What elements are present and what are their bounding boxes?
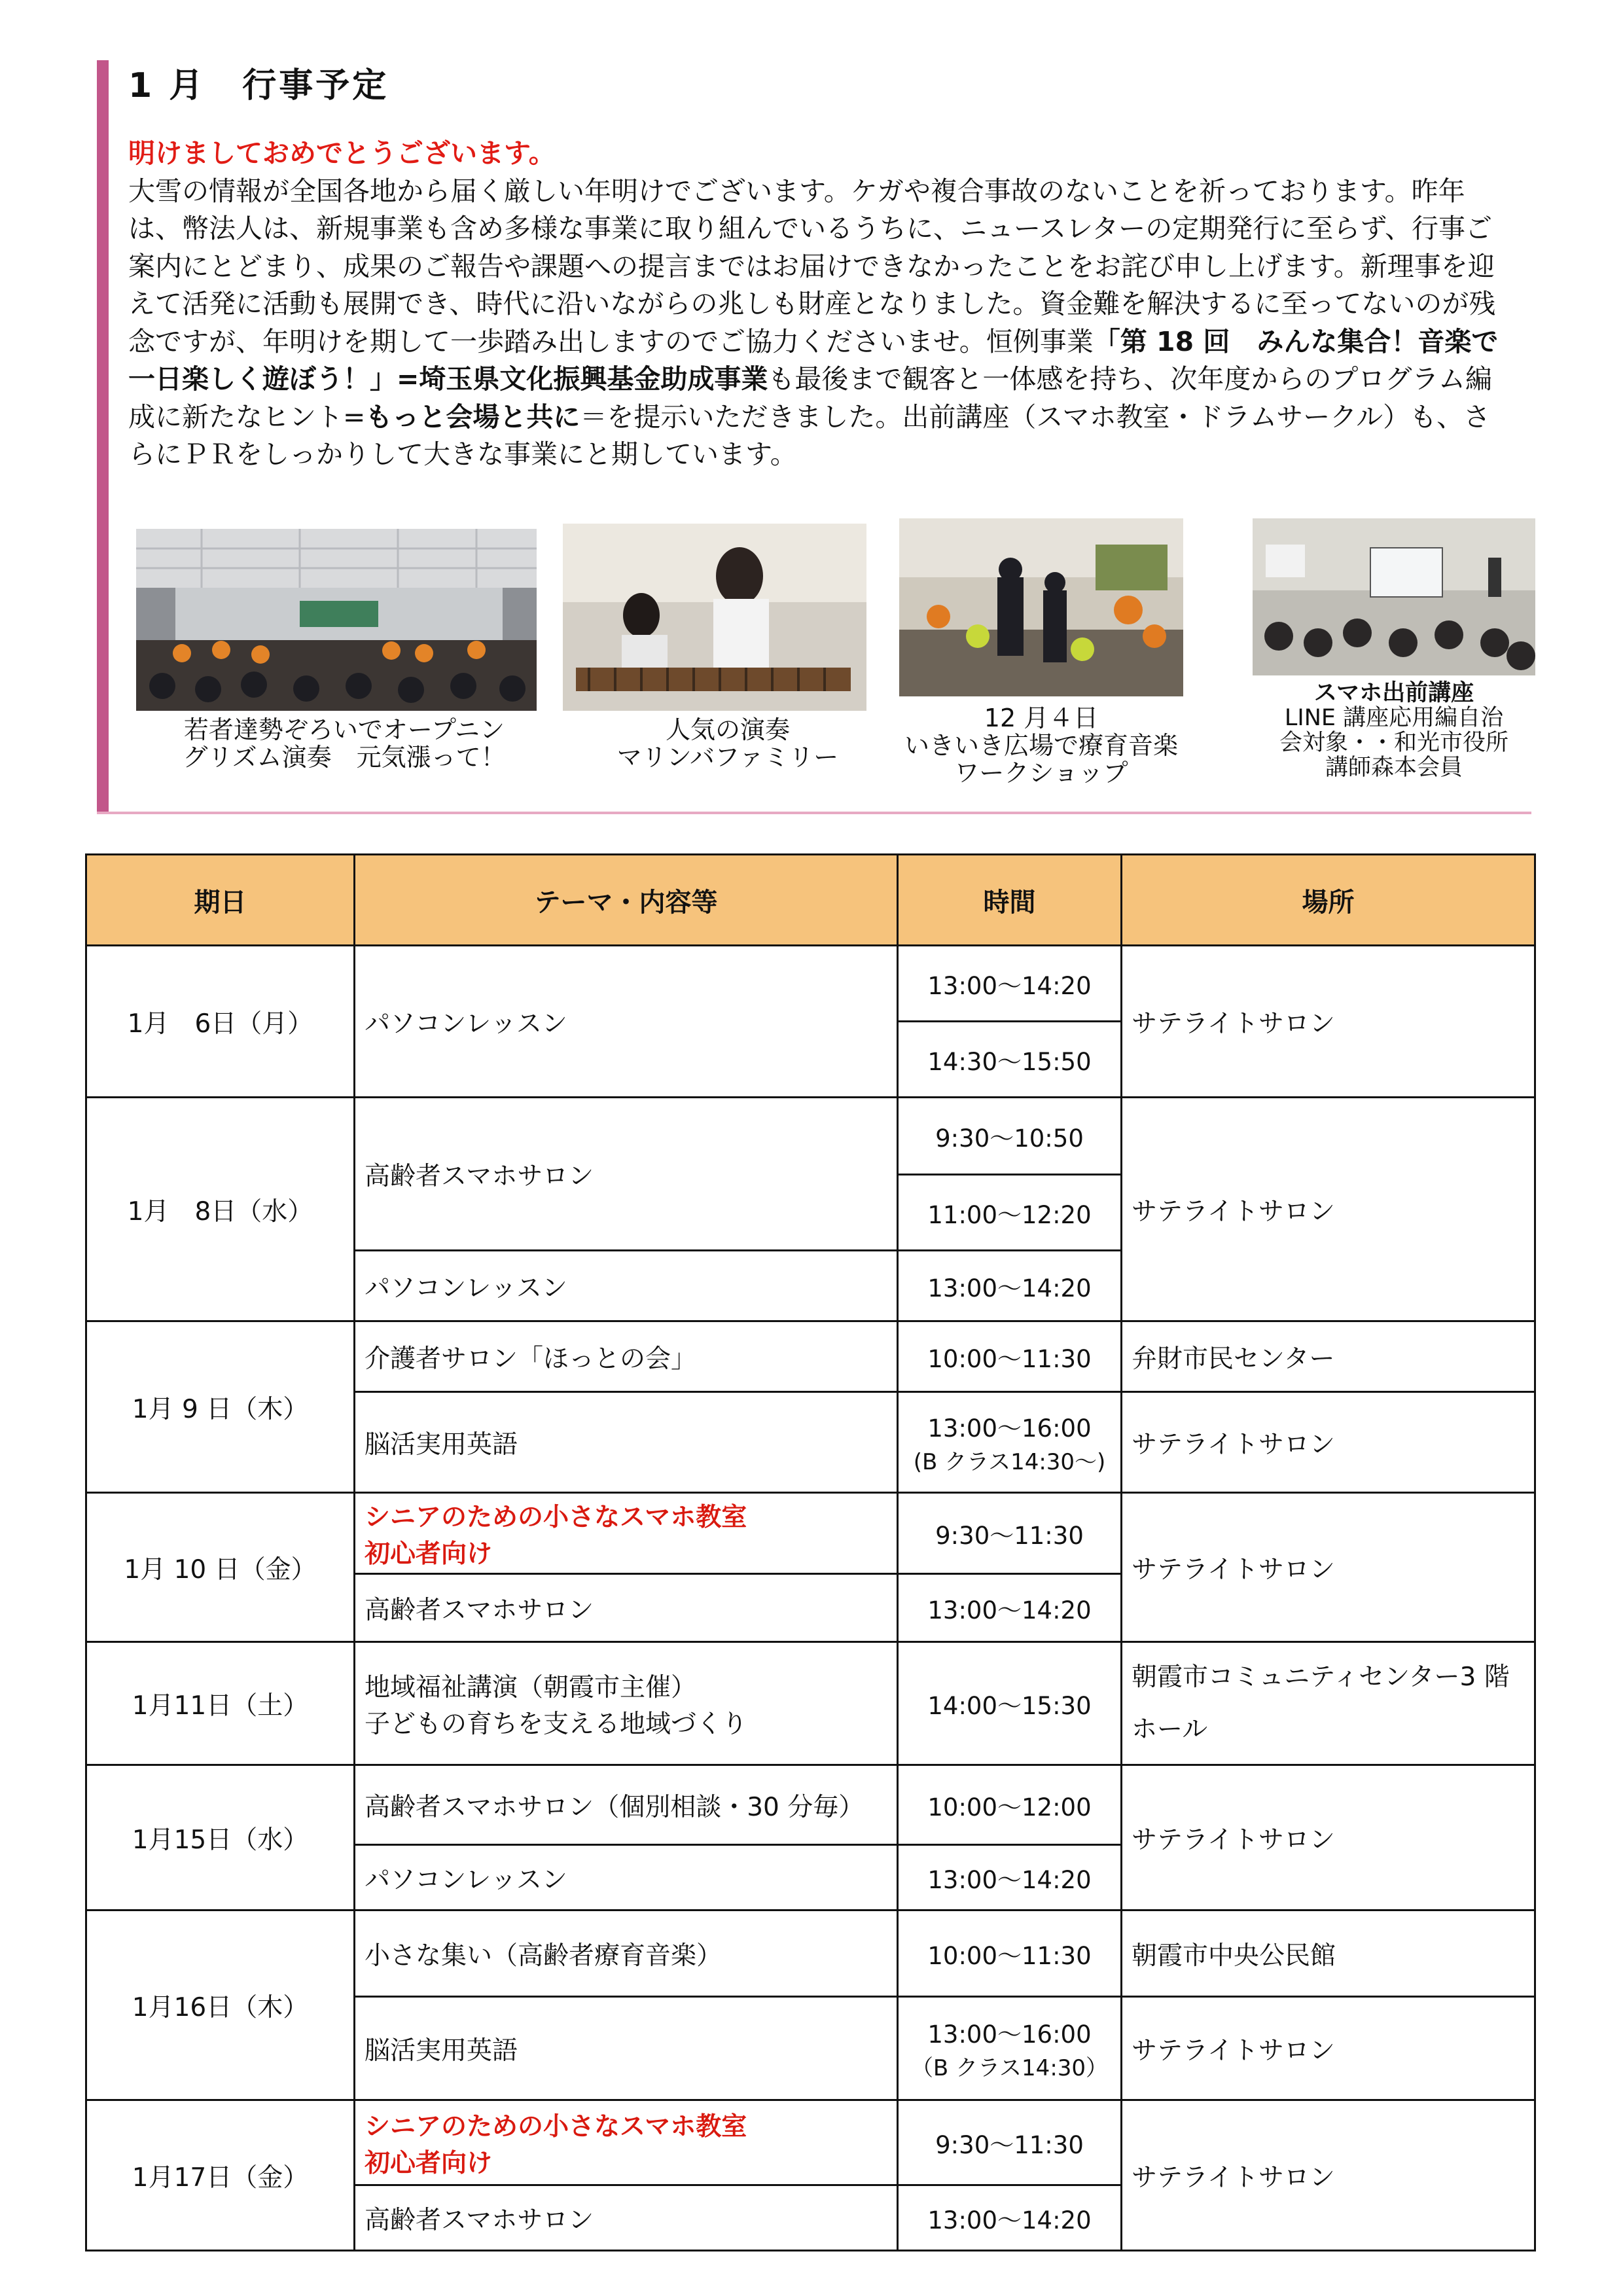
time-cell: 9:30〜11:30: [898, 2100, 1122, 2185]
table-row: [86, 2100, 1535, 2185]
table-row: [86, 1910, 1535, 1997]
table-row: [86, 1765, 1535, 1845]
place-cell: サテライトサロン: [1122, 1392, 1535, 1493]
place-cell: [1122, 1642, 1535, 1765]
section-divider: [97, 812, 1531, 814]
theme-cell: 脳活実用英語: [355, 1997, 898, 2100]
time-main: 13:00〜16:00: [927, 1414, 1092, 1443]
theme-cell: 高齢者スマホサロン: [355, 1098, 898, 1251]
caption-line: マリンバファミリー: [616, 743, 839, 772]
time-cell: 14:00〜15:30: [898, 1642, 1122, 1765]
time-cell: [898, 1392, 1122, 1493]
new-year-greeting: 明けましておめでとうございます。: [128, 137, 556, 169]
date-cell: 1月11日（土）: [86, 1642, 355, 1765]
date-cell: 1月16日（木）: [86, 1910, 355, 2100]
photo-caption-2: [576, 716, 880, 771]
time-cell: 14:30〜15:50: [898, 1022, 1122, 1098]
photo-opening-performance: [136, 529, 537, 711]
theme-cell: [355, 2100, 898, 2185]
date-cell: 1月15日（水）: [86, 1765, 355, 1910]
intro-text: [128, 135, 1509, 474]
time-cell: 13:00〜14:20: [898, 2185, 1122, 2251]
photo-caption-1: [144, 716, 544, 771]
time-cell: 13:00〜14:20: [898, 1574, 1122, 1642]
table-header-row: [86, 855, 1535, 946]
theme-line: 地域福祉講演（朝霞市主催）: [365, 1672, 697, 1702]
time-main: 13:00〜16:00: [927, 2020, 1092, 2049]
caption-line: ワークショップ: [954, 759, 1128, 787]
page-title: 1 月 行事予定: [128, 66, 389, 105]
theme-cell: 脳活実用英語: [355, 1392, 898, 1493]
date-cell: 1月 10 日（金）: [86, 1493, 355, 1642]
accent-side-bar: [97, 60, 109, 814]
event-title-red: シニアのための小さなスマホ教室: [365, 1502, 747, 1532]
date-cell: 1月 8日（水）: [86, 1098, 355, 1321]
time-cell: 10:00〜11:30: [898, 1910, 1122, 1997]
intro-event-name: 「第 18 回 みんな集合！音楽で一日楽しく遊ぼう！」=埼玉県文化振興基金助成事業: [128, 325, 1499, 395]
table-row: [86, 946, 1535, 1022]
theme-cell: 小さな集い（高齢者療育音楽）: [355, 1910, 898, 1997]
time-cell: 13:00〜14:20: [898, 1845, 1122, 1910]
place-cell: サテライトサロン: [1122, 2100, 1535, 2251]
place-line: 朝霞市コミュニティセンター3 階: [1132, 1662, 1510, 1692]
date-cell: 1月17日（金）: [86, 2100, 355, 2251]
caption-line: いきいき広場で療育音楽: [904, 731, 1178, 760]
header-date: 期日: [86, 855, 355, 946]
place-cell: サテライトサロン: [1122, 1493, 1535, 1642]
theme-cell: [355, 1642, 898, 1765]
theme-cell: パソコンレッスン: [355, 1845, 898, 1910]
caption-line: 12 月４日: [984, 704, 1099, 732]
date-cell: 1月 9 日（木）: [86, 1321, 355, 1493]
caption-line: LINE 講座応用編自治: [1284, 705, 1504, 731]
theme-cell: 高齢者スマホサロン: [355, 1574, 898, 1642]
intro-highlight: もっと会場と共に: [365, 401, 580, 433]
header-time: 時間: [898, 855, 1122, 946]
time-note: (B クラス14:30〜): [913, 1449, 1106, 1475]
place-cell: サテライトサロン: [1122, 1997, 1535, 2100]
time-note: （B クラス14:30）: [910, 2055, 1109, 2081]
theme-cell: 介護者サロン「ほっとの会」: [355, 1321, 898, 1392]
table-row: [86, 1098, 1535, 1175]
time-cell: 13:00〜14:20: [898, 1251, 1122, 1321]
caption-line: 若者達勢ぞろいでオープニン: [183, 715, 505, 744]
date-cell: 1月 6日（月）: [86, 946, 355, 1098]
photo-marimba-family: [563, 524, 866, 711]
time-cell: [898, 1997, 1122, 2100]
intro-body-1: 大雪の情報が全国各地から届く厳しい年明けでございます。ケガや複合事故のないことを祈っております。昨年は、幣法人は、新規事業も含め多様な事業に取り組んでいるうちに、ニュースレターの定期発行に至らず、行事ご案内にとどまり、成果のご報告や課題への提言まではお届けできなかったことをお詫び申し上げます。新理事を迎えて活発に活動も展開でき、時代に沿いながらの兆しも財産となりました。資金難を解決するに至ってないのが残念ですが、年明けを期して一歩踏み出しますのでご協力くださいませ。恒例事業: [128, 175, 1496, 357]
schedule-table: [85, 853, 1536, 2251]
place-cell: サテライトサロン: [1122, 946, 1535, 1098]
caption-line: 講師森本会員: [1325, 755, 1463, 781]
time-cell: 13:00〜14:20: [898, 946, 1122, 1022]
theme-cell: 高齢者スマホサロン: [355, 2185, 898, 2251]
table-row: [86, 1321, 1535, 1392]
table-row: [86, 1493, 1535, 1574]
time-cell: 9:30〜10:50: [898, 1098, 1122, 1175]
photo-music-workshop: [899, 518, 1183, 696]
theme-cell: パソコンレッスン: [355, 946, 898, 1098]
theme-line: 子どもの育ちを支える地域づくり: [365, 1709, 748, 1739]
caption-title: スマホ出前講座: [1313, 680, 1474, 706]
photo-caption-3: [899, 704, 1183, 787]
header-theme: テーマ・内容等: [355, 855, 898, 946]
caption-line: 人気の演奏: [665, 715, 790, 744]
theme-cell: [355, 1493, 898, 1574]
caption-line: グリズム演奏 元気漲って！: [183, 743, 506, 772]
time-cell: 11:00〜12:20: [898, 1175, 1122, 1251]
event-title-red: シニアのための小さなスマホ教室: [365, 2111, 747, 2142]
place-cell: サテライトサロン: [1122, 1098, 1535, 1321]
time-cell: 10:00〜11:30: [898, 1321, 1122, 1392]
place-cell: サテライトサロン: [1122, 1765, 1535, 1910]
theme-cell: 高齢者スマホサロン（個別相談・30 分毎）: [355, 1765, 898, 1845]
event-subtitle-red: 初心者向け: [365, 2148, 493, 2178]
photo-caption-4: [1247, 681, 1541, 780]
photo-smartphone-lecture: [1253, 518, 1535, 675]
event-subtitle-red: 初心者向け: [365, 1539, 493, 1569]
theme-cell: パソコンレッスン: [355, 1251, 898, 1321]
header-place: 場所: [1122, 855, 1535, 946]
place-line: ホール: [1132, 1714, 1208, 1744]
time-cell: 9:30〜11:30: [898, 1493, 1122, 1574]
caption-line: 会対象・・和光市役所: [1279, 730, 1508, 756]
time-cell: 10:00〜12:00: [898, 1765, 1122, 1845]
intro-body-3: ＝を提示いただきました。出前講座（スマホ教室・ドラムサークル）も、さらにＰＲをしっかりして大きな事業にと期しています。: [128, 401, 1491, 470]
intro-body-2: も最後まで観客と一体感を持ち、次年度からのプログラム編成に新たなヒント=: [128, 363, 1492, 433]
place-cell: 朝霞市中央公民館: [1122, 1910, 1535, 1997]
place-cell: 弁財市民センター: [1122, 1321, 1535, 1392]
table-row: [86, 1642, 1535, 1765]
